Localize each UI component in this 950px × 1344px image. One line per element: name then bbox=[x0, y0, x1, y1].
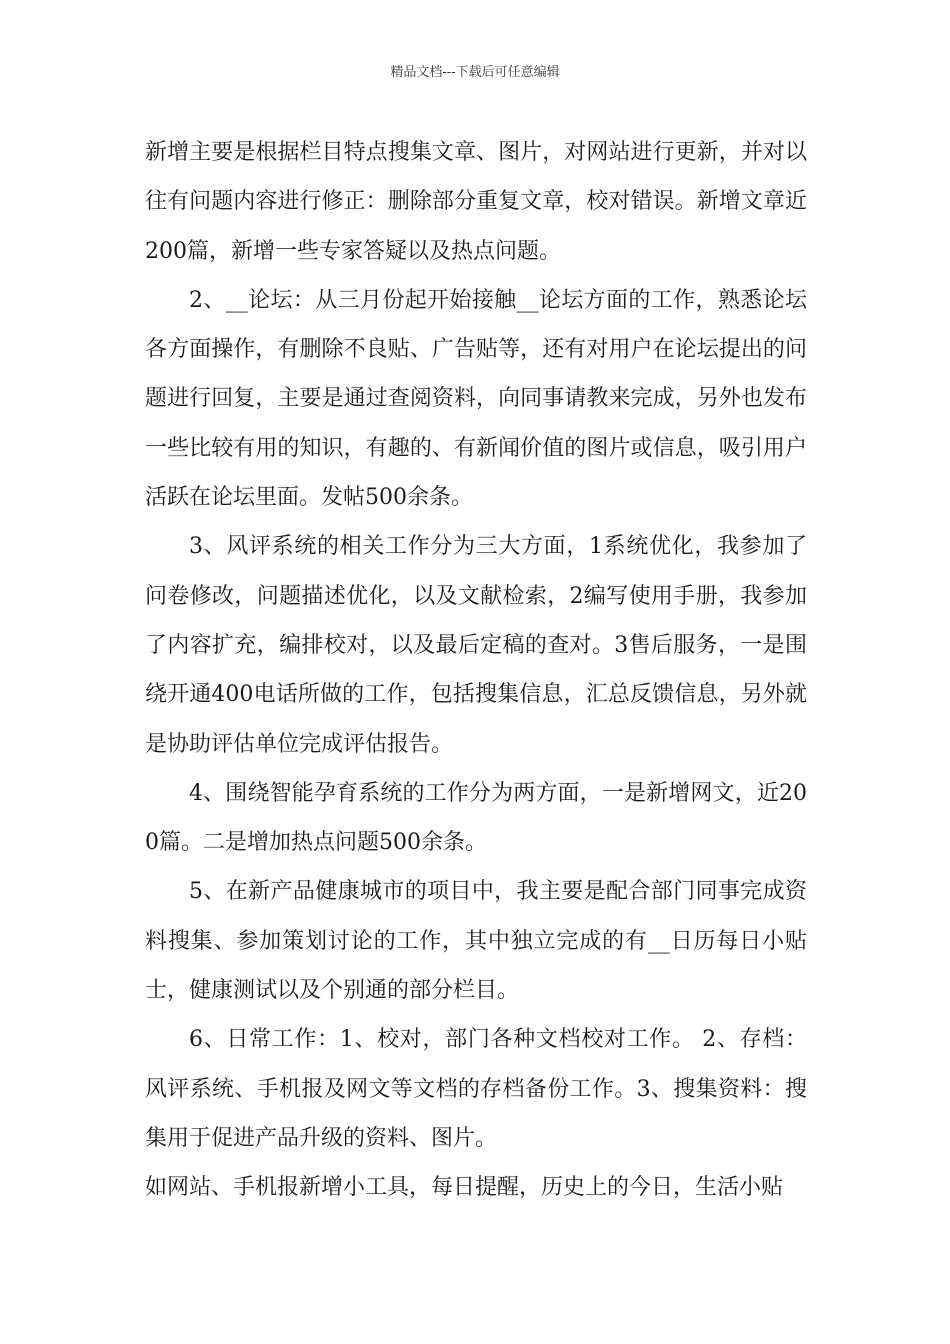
paragraph-intro: 新增主要是根据栏目特点搜集文章、图片，对网站进行更新，并对以往有问题内容进行修正：删除部分重复文章，校对错误。新增文章近200篇，新增一些专家答疑以及热点问题。 bbox=[145, 140, 807, 264]
paragraph-item-4-pregnancy-system: 4、围绕智能孕育系统的工作分为两方面，一是新增网文，近200篇。二是增加热点问题500余条。 bbox=[145, 780, 807, 856]
paragraph-item-5-healthy-city: 5、在新产品健康城市的项目中，我主要是配合部门同事完成资料搜集、参加策划讨论的工作，其中独立完成的有__日历每日小贴士，健康测试以及个别通的部分栏目。 bbox=[145, 879, 807, 1004]
page-header: 精品文档---下载后可任意编辑 bbox=[390, 65, 560, 80]
paragraph-item-3-risk-system: 3、风评系统的相关工作分为三大方面，1系统优化，我参加了问卷修改，问题描述优化，以及文献检索，2编写使用手册，我参加了内容扩充，编排校对，以及最后定稿的查对。3售后服务，一是围绕开通400电话所做的工作，包括搜集信息，汇总反馈信息，另外就是协助评估单位完成评估报告。 bbox=[145, 534, 807, 757]
paragraph-item-2-forum: 2、__论坛：从三月份起开始接触__论坛方面的工作，熟悉论坛各方面操作，有删除不良贴、广告贴等，还有对用户在论坛提出的问题进行回复，主要是通过查阅资料，向同事请教来完成，另外也发布一些比较有用的知识，有趣的、有新闻价值的图片或信息，吸引用户活跃在论坛里面。发帖500余条。 bbox=[145, 287, 807, 511]
paragraph-item-6-daily-work: 6、日常工作：1、校对，部门各种文档校对工作。 2、存档：风评系统、手机报及网文等文档的存档备份工作。3、搜集资料：搜集用于促进产品升级的资料、图片。 bbox=[145, 1027, 807, 1151]
paragraph-continuation: 如网站、手机报新增小工具，每日提醒，历史上的今日，生活小贴 bbox=[145, 1175, 784, 1201]
document-body bbox=[145, 128, 807, 1213]
